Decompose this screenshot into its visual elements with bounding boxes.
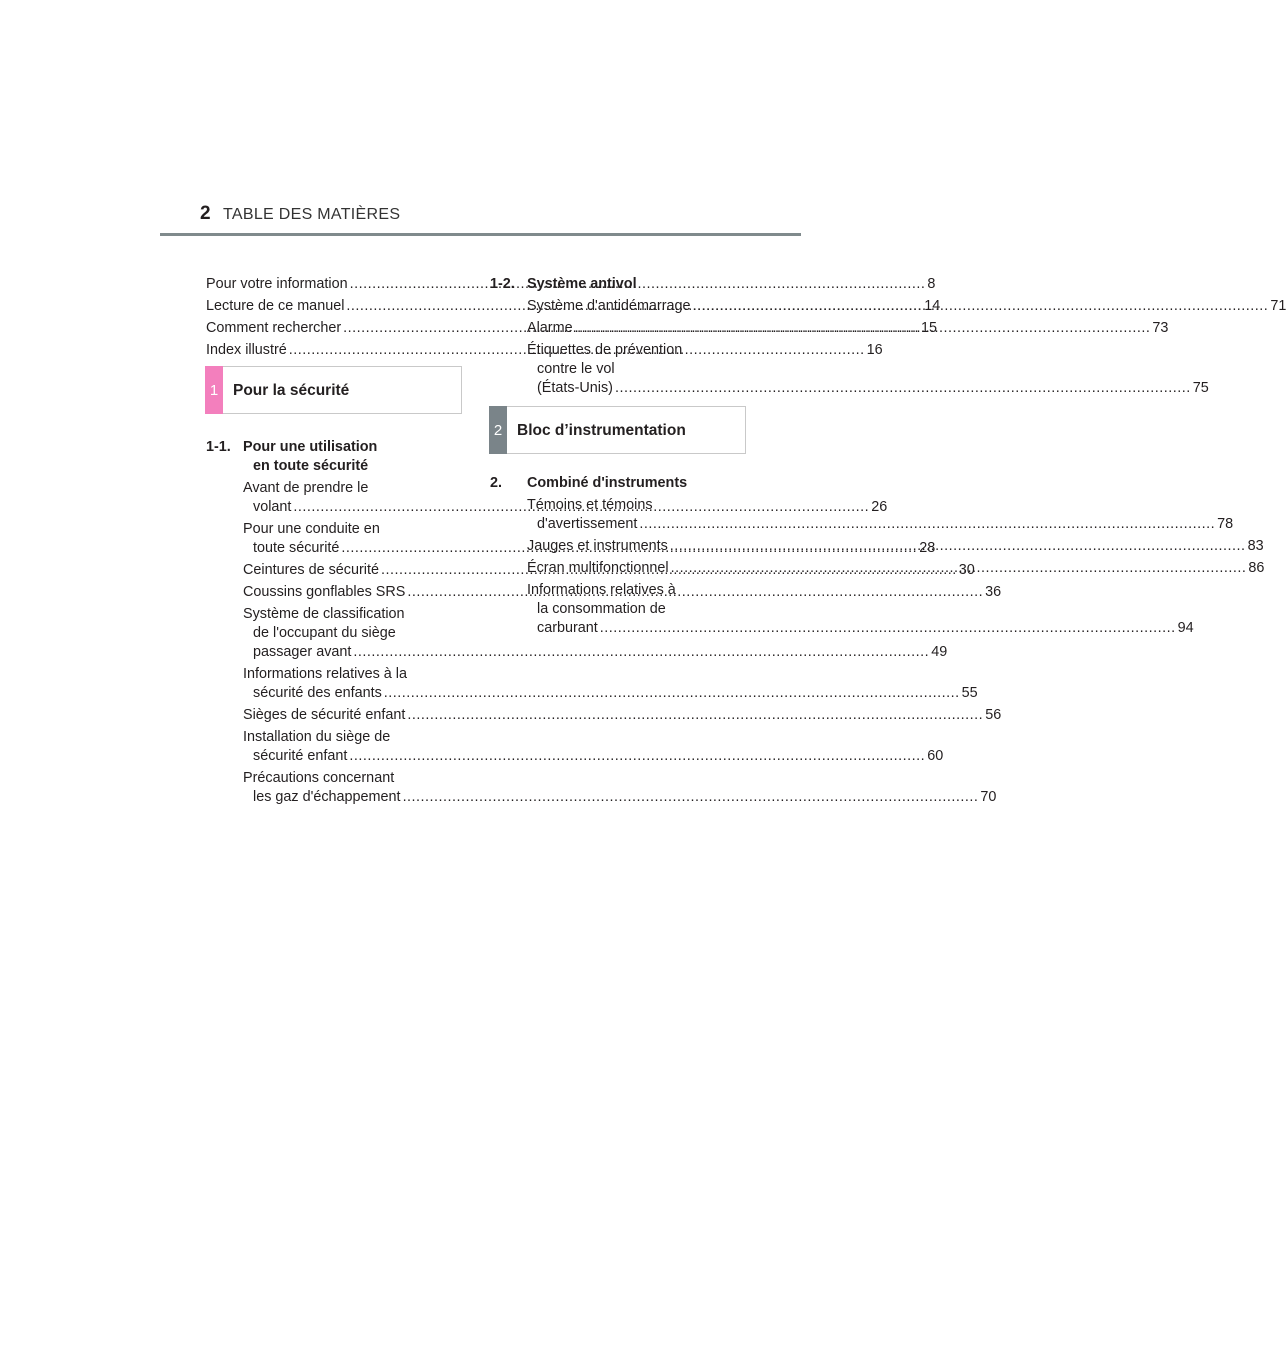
toc-page-number: 26	[871, 499, 888, 515]
toc-page-number: 30	[958, 562, 975, 578]
dot-leader	[670, 537, 1246, 556]
toc-entry[interactable]	[243, 728, 944, 766]
toc-page-number: 28	[919, 540, 936, 556]
dot-leader	[615, 380, 1191, 396]
toc-page-number: 49	[931, 644, 948, 660]
toc-entry-text: sécurité des enfants	[253, 685, 382, 701]
toc-entry-text-line: la consommation de	[537, 601, 666, 617]
toc-entry-text: Sièges de sécurité enfant	[243, 707, 406, 723]
dot-leader	[349, 748, 925, 764]
section-2-tab: 2	[489, 406, 507, 454]
dot-leader	[600, 620, 1176, 636]
toc-entry-text: toute sécurité	[253, 540, 340, 556]
toc-page-number: 36	[985, 584, 1002, 600]
toc-entry[interactable]	[243, 665, 978, 703]
toc-entry[interactable]	[243, 706, 1002, 725]
toc-entry-text-line: Pour une conduite en	[243, 521, 380, 537]
subsection-1-2-heading	[490, 275, 746, 294]
toc-entry-text-line: Installation du siège de	[243, 729, 391, 745]
toc-entry-text-line: contre le vol	[537, 361, 615, 377]
toc-entry-text: Ceintures de sécurité	[243, 562, 379, 578]
dot-leader	[403, 789, 979, 805]
dot-leader	[353, 644, 929, 660]
page-number: 2	[200, 203, 211, 224]
toc-entry-text-line: Étiquettes de prévention	[527, 342, 683, 358]
toc-entry-text-line: Système de classification	[243, 606, 405, 622]
dot-leader	[575, 319, 1151, 338]
toc-page-number: 56	[985, 707, 1002, 723]
toc-entry-text-line: Informations relatives à	[527, 582, 676, 598]
toc-page-number: 83	[1247, 538, 1264, 554]
subsection-1-1-heading	[206, 438, 462, 476]
toc-entry-text-line: Témoins et témoins	[527, 497, 653, 513]
toc-entry[interactable]	[243, 769, 997, 807]
toc-page-number: 75	[1192, 380, 1209, 396]
section-1-title: Pour la sécurité	[233, 381, 350, 399]
toc-entry-text: volant	[253, 499, 292, 515]
toc-page-number: 16	[866, 342, 883, 358]
toc-page-number: 94	[1177, 620, 1194, 636]
toc-entry-text: Index illustré	[206, 342, 287, 358]
subsection-number: 1-1.	[206, 439, 231, 455]
dot-leader	[407, 706, 983, 725]
subsection-number: 2.	[490, 475, 503, 491]
toc-entry-text: sécurité enfant	[253, 748, 348, 764]
toc-entry-row	[243, 684, 978, 703]
section-2-banner[interactable]	[489, 406, 746, 454]
dot-leader	[693, 297, 1269, 316]
toc-entry-text: Système d'antidémarrage	[527, 298, 691, 314]
toc-page-number: 8	[927, 276, 936, 292]
toc-entry-text: Écran multifonctionnel	[527, 560, 669, 576]
toc-page-number: 15	[920, 320, 937, 336]
toc-entry-text-line: de l'occupant du siège	[253, 625, 396, 641]
toc-entry-text-line: Précautions concernant	[243, 770, 395, 786]
toc-page-number: 71	[1270, 298, 1286, 314]
dot-leader	[384, 685, 960, 701]
toc-entry-text: carburant	[537, 620, 598, 636]
toc-page-number: 78	[1217, 516, 1234, 532]
toc-entry-text: d'avertissement	[537, 516, 638, 532]
section-1-banner[interactable]	[205, 366, 462, 414]
toc-page-number: 14	[924, 298, 941, 314]
subsection-2-heading	[490, 474, 746, 493]
toc-entry-text: passager avant	[253, 644, 352, 660]
toc-page-number: 55	[961, 685, 978, 701]
toc-page-number: 73	[1152, 320, 1169, 336]
toc-entry-row	[527, 619, 1194, 638]
subsection-number: 1-2.	[490, 276, 515, 292]
subsection-title-line2: en toute sécurité	[253, 458, 369, 474]
dot-leader	[671, 559, 1247, 578]
running-header-title: TABLE DES MATIÈRES	[223, 206, 401, 223]
toc-entry-text: Coussins gonflables SRS	[243, 584, 406, 600]
toc-entry-row	[243, 643, 948, 662]
toc-entry-text: Pour votre information	[206, 276, 348, 292]
toc-entry-text: les gaz d'échappement	[253, 789, 401, 805]
toc-entry-row	[243, 706, 1002, 725]
section-2-title: Bloc d’instrumentation	[517, 421, 686, 439]
toc-entry-text: Comment rechercher	[206, 320, 342, 336]
toc-page-number: 70	[980, 789, 997, 805]
header-divider	[160, 233, 801, 236]
toc-entry-text: Jauges et instruments	[527, 538, 668, 554]
subsection-title: Système antivol	[527, 276, 637, 292]
toc-entry-text-line: Avant de prendre le	[243, 480, 369, 496]
toc-page-number: 60	[927, 748, 944, 764]
section-1-tab: 1	[205, 366, 223, 414]
toc-entry-row	[243, 788, 997, 807]
toc-entry-text: Alarme	[527, 320, 573, 336]
subsection-title: Combiné d'instruments	[527, 475, 688, 491]
toc-entry-row	[527, 379, 1209, 398]
toc-entry-text-line: Informations relatives à la	[243, 666, 407, 682]
toc-entry-text: (États-Unis)	[537, 380, 613, 396]
toc-entry-text: Lecture de ce manuel	[206, 298, 345, 314]
toc-page-number: 86	[1248, 560, 1265, 576]
subsection-title-line1: Pour une utilisation	[243, 439, 378, 455]
toc-entry-row	[243, 747, 944, 766]
toc-entry-row	[527, 515, 1234, 534]
dot-leader	[639, 516, 1215, 532]
